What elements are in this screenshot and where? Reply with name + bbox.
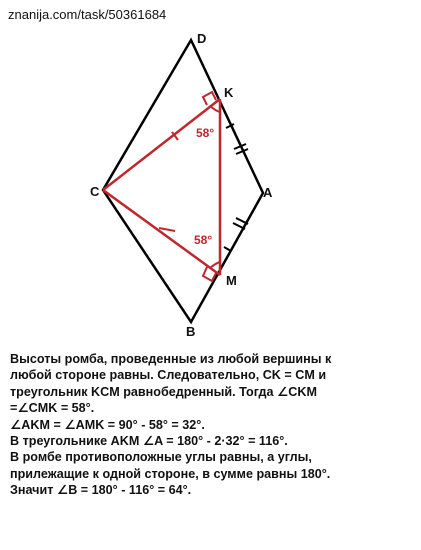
solution-line: любой стороне равны. Следовательно, CK = CM и [10, 368, 327, 383]
vertex-label-c: C [90, 184, 100, 199]
angle-label-cmk: 58° [194, 233, 213, 247]
vertex-label-b: B [186, 324, 196, 339]
tick-cm [159, 228, 175, 231]
solution-line: ∠AKM = ∠AMK = 90° - 58° = 32°. [10, 417, 205, 432]
solution-text [10, 351, 412, 499]
source-watermark: znanija.com/task/50361684 [8, 7, 167, 22]
rhombus-outline [103, 40, 263, 322]
solution-line: В ромбе противоположные углы равны, а углы, [10, 450, 312, 465]
vertex-label-m: M [226, 273, 237, 288]
angle-label-ckm: 58° [196, 126, 215, 140]
solution-line: Значит ∠B = 180° - 116° = 64°. [10, 483, 192, 498]
solution-line: Высоты ромба, проведенные из любой вершины к [10, 352, 332, 366]
tick-m-side [224, 247, 231, 251]
solution-line: В треугольнике AKM ∠A = 180° - 2·32° = 116°. [10, 434, 288, 449]
angle-arc-ckm [210, 106, 220, 112]
vertex-label-d: D [197, 31, 207, 46]
solution-line: =∠CMK = 58°. [10, 401, 95, 416]
solution-line: прилежащие к одной стороне, в сумме равны 180°. [10, 466, 331, 481]
vertex-label-a: A [263, 185, 273, 200]
height-ck [103, 99, 220, 190]
solution-line: треугольник KCM равнобедренный. Тогда ∠CKM [10, 384, 317, 399]
angle-arc-cmk [210, 262, 220, 268]
vertex-label-k: K [224, 85, 234, 100]
right-angle-mark-m [203, 267, 216, 281]
